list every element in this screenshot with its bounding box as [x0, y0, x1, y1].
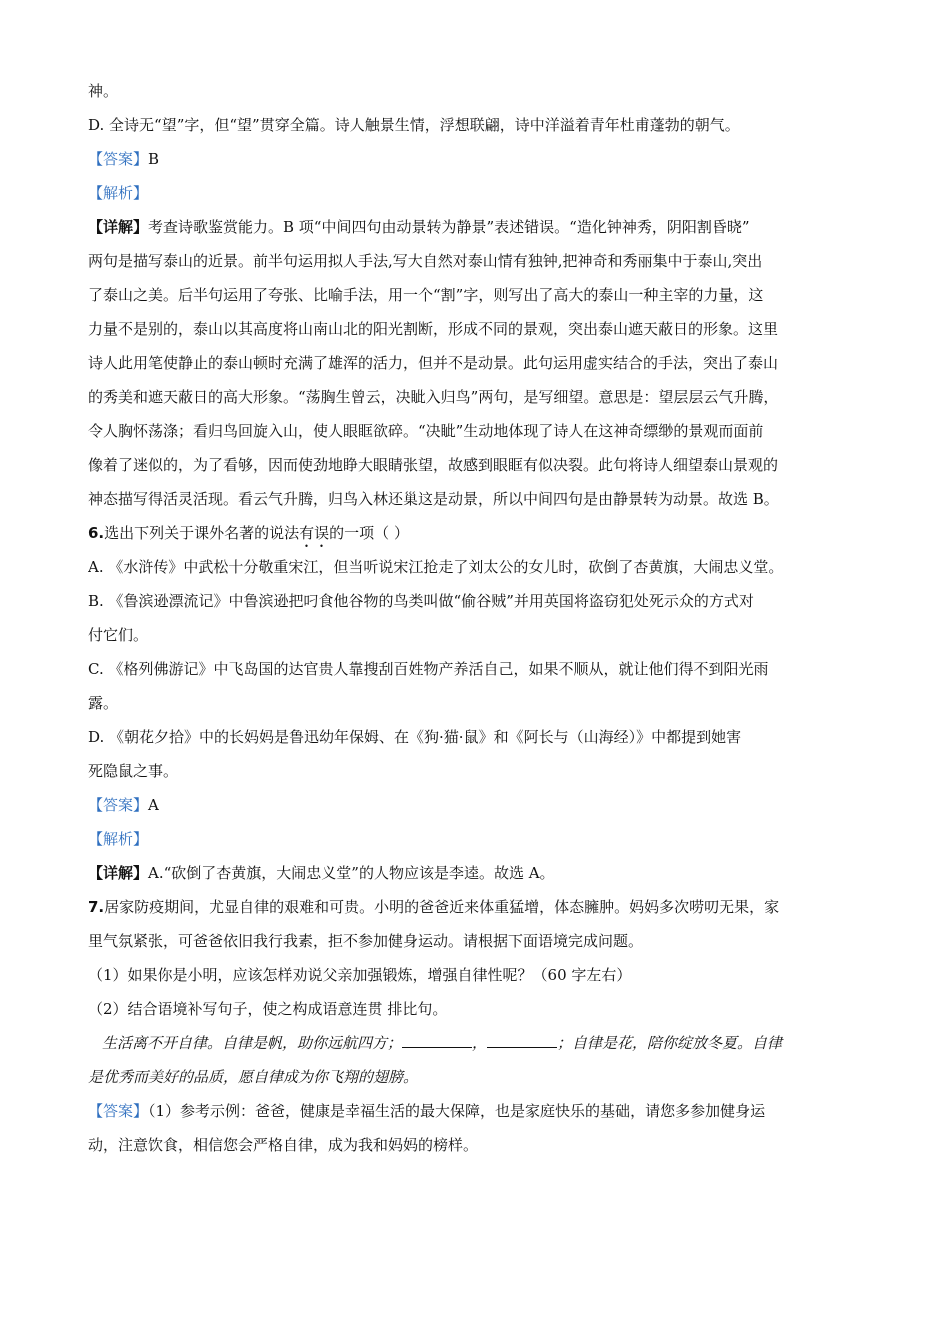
sub-question-2	[88, 992, 878, 1026]
detail-line	[88, 278, 878, 312]
option-c	[88, 652, 878, 686]
detail-line	[88, 312, 878, 346]
detail-line	[88, 210, 878, 244]
answer-line	[88, 142, 878, 176]
option-c-cont	[88, 686, 878, 720]
option-d-cont	[88, 754, 878, 788]
detail-text: 像着了迷似的，为了看够，因而使劲地睁大眼睛张望，故感到眼眶有似决裂。此句将诗人细望泰山景观的	[88, 456, 779, 474]
option-text: B. 《鲁滨逊漂流记》中鲁滨逊把叼食他谷物的鸟类叫做“偷谷贼”并用英国将盗窃犯处死示众的方式对	[88, 592, 754, 610]
detail-line	[88, 380, 878, 414]
detail-text: 诗人此用笔使静止的泰山顿时充满了雄浑的活力，但并不是动景。此句运用虚实结合的手法，突出了泰山	[88, 354, 779, 372]
option-d	[88, 720, 878, 754]
question-7-cont	[88, 924, 878, 958]
passage-line	[88, 1060, 878, 1094]
detail-line	[88, 244, 878, 278]
option-b-cont	[88, 618, 878, 652]
detail-text: A.“砍倒了杏黄旗，大闹忠义堂”的人物应该是李逵。故选 A。	[148, 864, 555, 882]
option-a	[88, 550, 878, 584]
question-text: 的一项（ ）	[329, 524, 409, 542]
detail-line	[88, 448, 878, 482]
sub-question-text: （2）结合语境补写句子，使之构成语意连贯 排比句。	[88, 1000, 448, 1018]
detail-line	[88, 856, 878, 890]
sub-question-text: （1）如果你是小明，应该怎样劝说父亲加强锻炼，增强自律性呢？（60 字左右）	[88, 966, 632, 984]
passage-text: ；自律是花，陪你绽放冬夏。自律	[557, 1034, 783, 1052]
question-text: 居家防疫期间，尤显自律的艰难和可贵。小明的爸爸近来体重猛增，体态臃肿。妈妈多次唠叨无果，家	[104, 898, 780, 916]
question-text: 选出下列关于课外名著的说法	[104, 524, 300, 542]
text-line	[88, 108, 878, 142]
answer-line	[88, 1094, 878, 1128]
option-text: 付它们。	[88, 626, 149, 644]
detail-line	[88, 414, 878, 448]
detail-text: 神态描写得活灵活现。看云气升腾，归鸟入林还巢这是动景，所以中间四句是由静景转为动景。故选 B。	[88, 490, 779, 508]
passage-text: 生活离不开自律。自律是帆，助你远航四方；	[102, 1034, 403, 1052]
passage-text: 是优秀而美好的品质，愿自律成为你飞翔的翅膀。	[88, 1068, 419, 1086]
fill-blank-1[interactable]	[402, 1033, 472, 1048]
analysis-line	[88, 822, 878, 856]
option-text: C. 《格列佛游记》中飞岛国的达官贵人靠搜刮百姓物产养活自己，如果不顺从，就让他们得不到阳光雨	[88, 660, 769, 678]
answer-text: 动，注意饮食，相信您会严格自律，成为我和妈妈的榜样。	[88, 1136, 479, 1154]
answer-value: A	[148, 796, 159, 814]
detail-text: 两句是描写泰山的近景。前半句运用拟人手法,写大自然对泰山情有独钟,把神奇和秀丽集中于泰山,突出	[88, 252, 763, 270]
detail-tag: 【详解】	[88, 864, 149, 882]
analysis-tag: 【解析】	[88, 184, 149, 202]
answer-text: （1）参考示例：爸爸，健康是幸福生活的最大保障，也是家庭快乐的基础，请您多参加健身运	[148, 1102, 766, 1120]
line-text: 神。	[88, 82, 119, 100]
detail-text: 考查诗歌鉴赏能力。B 项“中间四句由动景转为静景”表述错误。“造化钟神秀，阴阳割昏晓”	[148, 218, 750, 236]
answer-tag: 【答案】	[88, 796, 149, 814]
answer-tag: 【答案】	[88, 150, 149, 168]
answer-line-cont	[88, 1128, 878, 1162]
detail-text: 力量不是别的，泰山以其高度将山南山北的阳光割断，形成不同的景观，突出泰山遮天蔽日的形象。这里	[88, 320, 779, 338]
answer-line	[88, 788, 878, 822]
analysis-tag: 【解析】	[88, 830, 149, 848]
question-6	[88, 516, 878, 550]
passage-line	[88, 1026, 878, 1060]
analysis-line	[88, 176, 878, 210]
answer-tag: 【答案】	[88, 1102, 149, 1120]
emphasis-text: 有误	[299, 524, 330, 542]
sub-question-1	[88, 958, 878, 992]
passage-text: ，	[472, 1034, 488, 1052]
option-text: A. 《水浒传》中武松十分敬重宋江，但当听说宋江抢走了刘太公的女儿时，砍倒了杏黄旗，大闹忠义堂。	[88, 558, 784, 576]
detail-tag: 【详解】	[88, 218, 149, 236]
document-page	[88, 74, 878, 1162]
detail-text: 的秀美和遮天蔽日的高大形象。“荡胸生曾云，决眦入归鸟”两句，是写细望。意思是：望层层云气升腾，	[88, 388, 779, 406]
question-7	[88, 890, 878, 924]
option-b	[88, 584, 878, 618]
option-text: 露。	[88, 694, 119, 712]
text-line	[88, 74, 878, 108]
detail-line	[88, 482, 878, 516]
detail-text: 令人胸怀荡涤；看归鸟回旋入山，使人眼眶欲碎。“决眦”生动地体现了诗人在这神奇缥缈的景观而面前	[88, 422, 764, 440]
detail-text: 了泰山之美。后半句运用了夸张、比喻手法，用一个“割”字，则写出了高大的泰山一种主宰的力量，这	[88, 286, 764, 304]
question-text: 里气氛紧张，可爸爸依旧我行我素，拒不参加健身运动。请根据下面语境完成问题。	[88, 932, 644, 950]
option-text: 死隐鼠之事。	[88, 762, 179, 780]
question-number: 6.	[88, 524, 105, 542]
fill-blank-2[interactable]	[487, 1033, 557, 1048]
question-number: 7.	[88, 898, 105, 916]
answer-value: B	[148, 150, 160, 168]
detail-line	[88, 346, 878, 380]
option-d-q5: D. 全诗无“望”字，但“望”贯穿全篇。诗人触景生情，浮想联翩，诗中洋溢着青年杜甫蓬勃的朝气。	[88, 116, 740, 134]
option-text: D. 《朝花夕拾》中的长妈妈是鲁迅幼年保姆、在《狗·猫·鼠》和《阿长与（山海经）》中都提到她害	[88, 728, 742, 746]
